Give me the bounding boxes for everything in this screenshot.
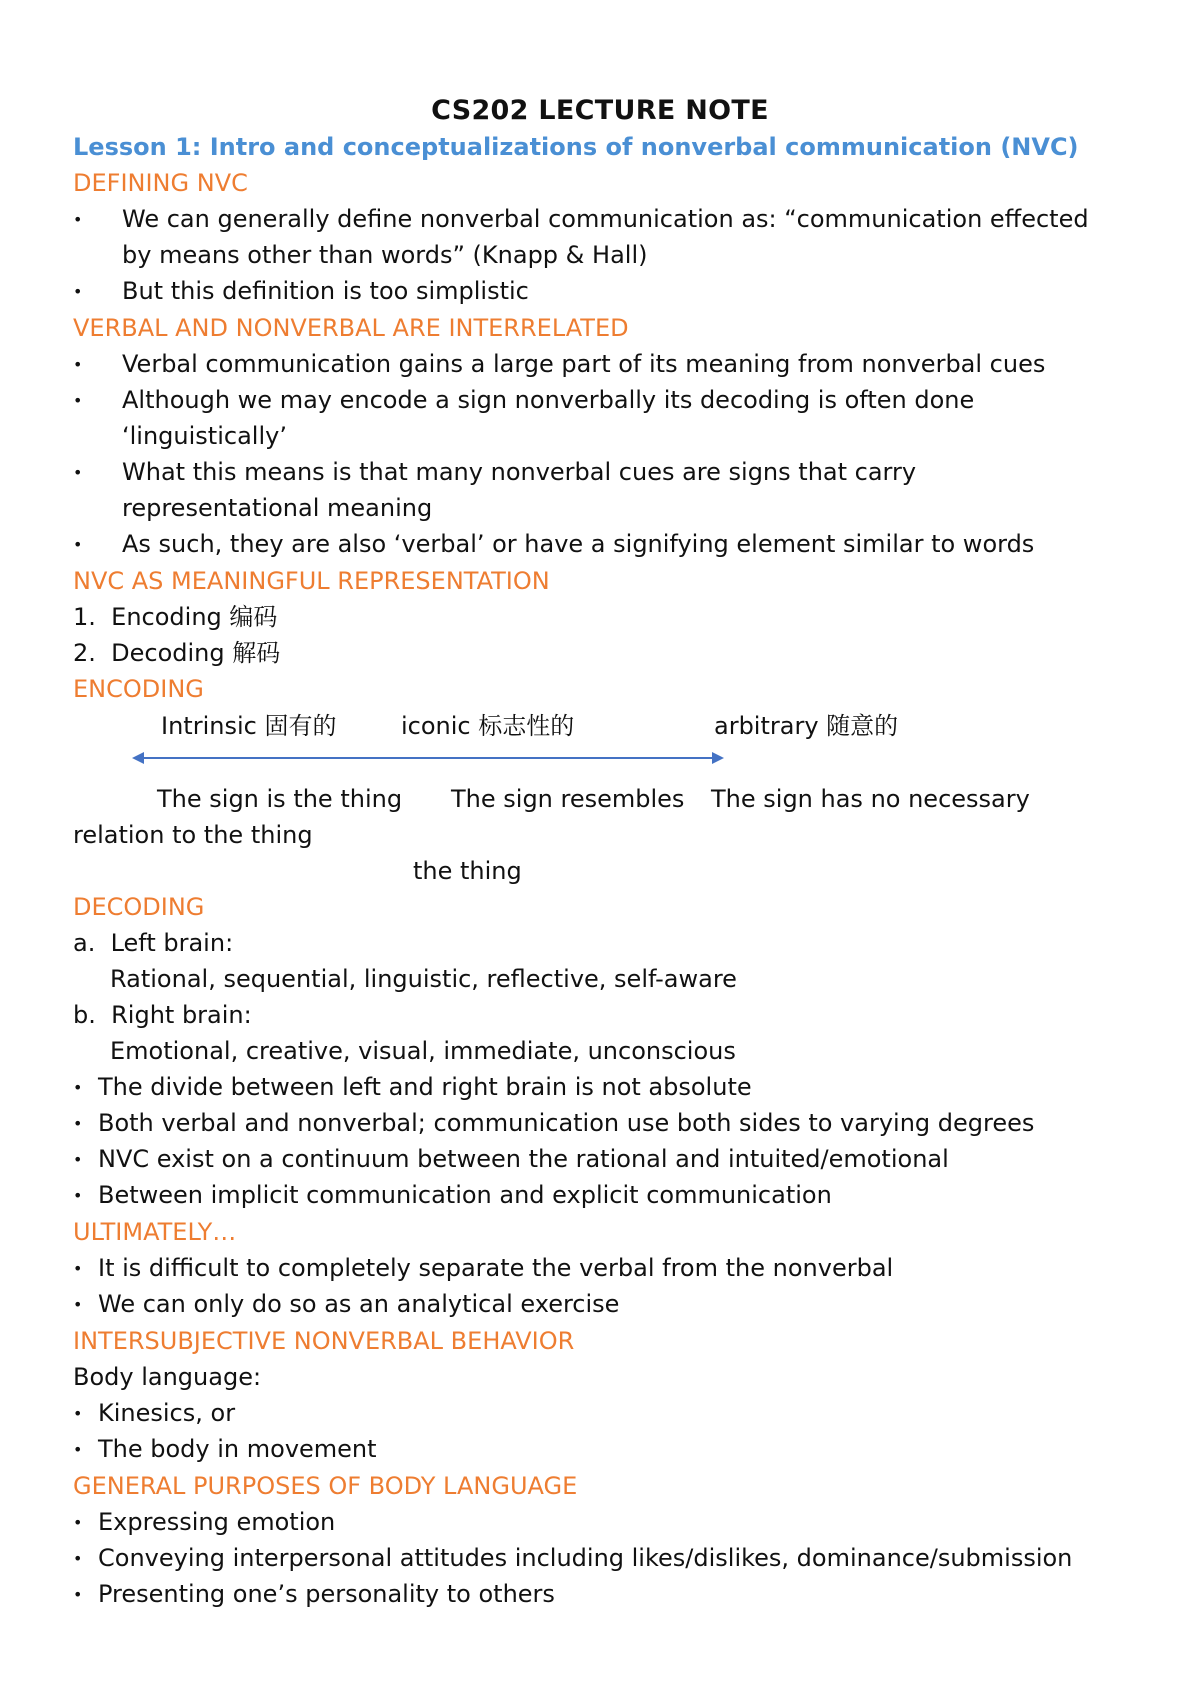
representation-item-2: 2. Decoding 解码	[73, 639, 281, 667]
bullet-icon: •	[73, 1404, 83, 1423]
bullet-icon: •	[73, 1186, 83, 1205]
bullet-icon: •	[73, 1549, 83, 1568]
encoding-label-intrinsic: Intrinsic 固有的	[161, 712, 337, 740]
bullet-icon: •	[73, 391, 83, 410]
decoding-right-brain-label: b. Right brain:	[73, 1001, 252, 1029]
purposes-bullet-2: Conveying interpersonal attitudes including likes/dislikes, dominance/submission	[98, 1544, 1073, 1572]
interrelated-bullet-2-line-1: Although we may encode a sign nonverbally its decoding is often done	[122, 386, 975, 414]
section-heading-defining: DEFINING NVC	[73, 169, 248, 197]
representation-item-1: 1. Encoding 编码	[73, 603, 278, 631]
interrelated-bullet-3-line-1: What this means is that many nonverbal cues are signs that carry	[122, 458, 917, 486]
encoding-continuum-arrow	[130, 748, 730, 768]
lesson-title: Lesson 1: Intro and conceptualizations of nonverbal communication (NVC)	[73, 133, 1079, 161]
encoding-desc-iconic: The sign resembles	[451, 785, 685, 813]
decoding-bullet-4: Between implicit communication and explicit communication	[98, 1181, 832, 1209]
intersubjective-bullet-1: Kinesics, or	[98, 1399, 236, 1427]
bullet-icon: •	[73, 355, 83, 374]
ultimately-bullet-2: We can only do so as an analytical exercise	[98, 1290, 620, 1318]
bullet-icon: •	[73, 1150, 83, 1169]
encoding-desc-arbitrary-wrap: relation to the thing	[73, 821, 313, 849]
encoding-desc-intrinsic: The sign is the thing	[157, 785, 403, 813]
intersubjective-intro: Body language:	[73, 1363, 262, 1391]
purposes-bullet-3: Presenting one’s personality to others	[98, 1580, 555, 1608]
encoding-label-iconic: iconic 标志性的	[401, 712, 575, 740]
section-heading-intersubjective: INTERSUBJECTIVE NONVERBAL BEHAVIOR	[73, 1327, 575, 1355]
bullet-icon: •	[73, 535, 83, 554]
section-heading-decoding: DECODING	[73, 893, 205, 921]
interrelated-bullet-3-line-2: representational meaning	[122, 494, 433, 522]
defining-bullet-1-line-2: by means other than words” (Knapp & Hall)	[122, 241, 648, 269]
bullet-icon: •	[73, 1440, 83, 1459]
decoding-bullet-3: NVC exist on a continuum between the rational and intuited/emotional	[98, 1145, 949, 1173]
bullet-icon: •	[73, 210, 83, 229]
bullet-icon: •	[73, 1585, 83, 1604]
bullet-icon: •	[73, 463, 83, 482]
decoding-right-brain-desc: Emotional, creative, visual, immediate, unconscious	[110, 1037, 736, 1065]
decoding-left-brain-label: a. Left brain:	[73, 929, 234, 957]
bullet-icon: •	[73, 282, 83, 301]
interrelated-bullet-4: As such, they are also ‘verbal’ or have a signifying element similar to words	[122, 530, 1035, 558]
bullet-icon: •	[73, 1114, 83, 1133]
encoding-desc-arbitrary: The sign has no necessary	[711, 785, 1030, 813]
section-heading-encoding: ENCODING	[73, 675, 204, 703]
interrelated-bullet-2-line-2: ‘linguistically’	[122, 422, 287, 450]
intersubjective-bullet-2: The body in movement	[98, 1435, 377, 1463]
bullet-icon: •	[73, 1078, 83, 1097]
defining-bullet-2: But this definition is too simplistic	[122, 277, 529, 305]
decoding-left-brain-desc: Rational, sequential, linguistic, reflective, self-aware	[110, 965, 737, 993]
decoding-bullet-1: The divide between left and right brain is not absolute	[98, 1073, 752, 1101]
section-heading-representation: NVC AS MEANINGFUL REPRESENTATION	[73, 567, 550, 595]
purposes-bullet-1: Expressing emotion	[98, 1508, 336, 1536]
section-heading-purposes: GENERAL PURPOSES OF BODY LANGUAGE	[73, 1472, 578, 1500]
bullet-icon: •	[73, 1295, 83, 1314]
interrelated-bullet-1: Verbal communication gains a large part of its meaning from nonverbal cues	[122, 350, 1046, 378]
encoding-label-arbitrary: arbitrary 随意的	[714, 712, 899, 740]
section-heading-ultimately: ULTIMATELY…	[73, 1218, 237, 1246]
defining-bullet-1-line-1: We can generally define nonverbal communication as: “communication effected	[122, 205, 1089, 233]
bullet-icon: •	[73, 1513, 83, 1532]
section-heading-interrelated: VERBAL AND NONVERBAL ARE INTERRELATED	[73, 314, 629, 342]
decoding-bullet-2: Both verbal and nonverbal; communication use both sides to varying degrees	[98, 1109, 1035, 1137]
bullet-icon: •	[73, 1259, 83, 1278]
encoding-desc-iconic-cont: the thing	[413, 857, 522, 885]
document-title: CS202 LECTURE NOTE	[431, 95, 769, 126]
ultimately-bullet-1: It is difficult to completely separate the verbal from the nonverbal	[98, 1254, 894, 1282]
